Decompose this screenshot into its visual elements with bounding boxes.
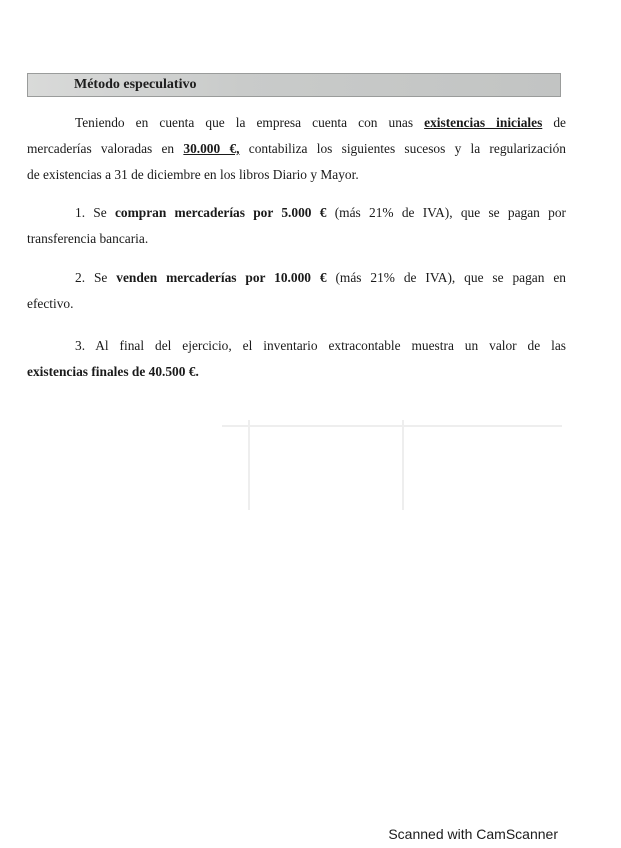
item-2-line-2: efectivo. [27, 296, 74, 311]
item-3-line-2: existencias finales de 40.500 €. [27, 364, 199, 379]
intro-line-1: Teniendo en cuenta que la empresa cuenta con unas existencias iniciales de [75, 115, 566, 130]
item-1-line-2: transferencia bancaria. [27, 231, 149, 246]
item-2-line-1: 2. Se venden mercaderías por 10.000 € (más 21% de IVA), que se pagan en [75, 270, 566, 285]
existencias-iniciales-term: existencias iniciales [424, 115, 543, 130]
item-3-line-1: 3. Al final del ejercicio, el inventario extracontable muestra un valor de las [75, 338, 566, 353]
intro-line-2: mercaderías valoradas en 30.000 €, contabiliza los siguientes sucesos y la regularización [27, 141, 566, 156]
scanner-watermark: Scanned with CamScanner [388, 826, 558, 842]
initial-value: 30.000 €, [183, 141, 240, 156]
list-item [27, 200, 566, 252]
section-header [27, 73, 561, 97]
intro-line-3: de existencias a 31 de diciembre en los libros Diario y Mayor. [27, 167, 359, 182]
item-1-line-1: 1. Se compran mercaderías por 5.000 € (más 21% de IVA), que se pagan por [75, 205, 566, 220]
list-item [27, 265, 566, 317]
scan-artifact [248, 420, 250, 510]
scan-artifact [222, 425, 562, 427]
section-title: Método especulativo [74, 77, 197, 92]
intro-paragraph [27, 110, 566, 188]
scan-artifact [402, 420, 404, 510]
list-item [27, 333, 566, 385]
